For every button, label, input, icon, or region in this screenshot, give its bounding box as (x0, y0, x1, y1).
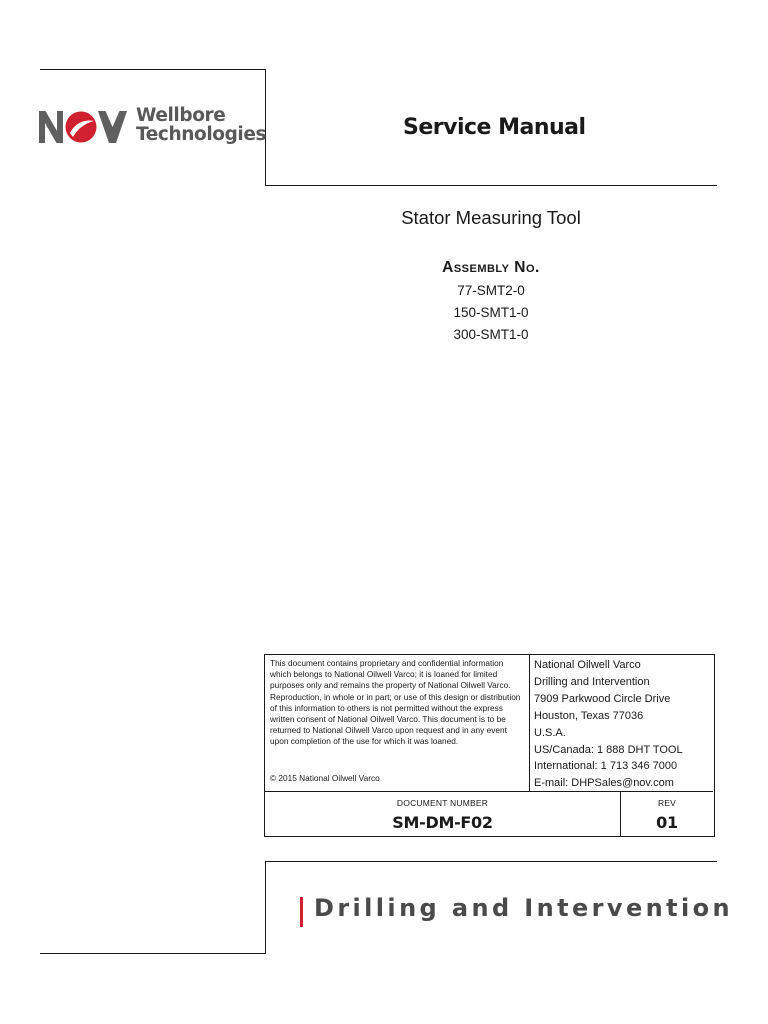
assembly-number: 77-SMT2-0 (457, 283, 525, 298)
nov-logo-mark-icon (38, 109, 130, 145)
footer-rule-top (265, 861, 717, 862)
address-line: E-mail: DHPSales@nov.com (534, 777, 674, 790)
address-line: US/Canada: 1 888 DHT TOOL (534, 743, 683, 756)
footer-rule-bottom (40, 953, 266, 954)
revision-cell (621, 792, 713, 836)
document-info-table (264, 654, 715, 837)
header-rule-top (40, 69, 266, 70)
revision-number: 01 (656, 813, 678, 832)
footer-division-title: Drilling and Intervention (314, 894, 733, 922)
legal-notice (265, 655, 530, 791)
revision-label: REV (657, 798, 677, 808)
legal-text: This document contains proprietary and confidential information which belongs to National Oilwell Varco; it is loaned for limited purposes only and remains the property of National Oilwell Varco. Reproduction, in whole or in part; or use of this design or distribution of this information to others is not permitted without the express written consent of National Oilwell Varco. This document is to be returned to National Oilwell Varco upon request and in any event upon completion of the use for which it was loaned. (270, 658, 521, 747)
logo-line-2: Technologies (136, 124, 267, 145)
address-line: U.S.A. (534, 726, 566, 739)
footer-accent-bar (300, 897, 303, 927)
address-line: 7909 Parkwood Circle Drive (534, 692, 671, 705)
address-line: Houston, Texas 77036 (534, 709, 644, 722)
address-line: Drilling and Intervention (534, 675, 650, 688)
document-number: SM-DM-F02 (392, 813, 493, 832)
document-subtitle: Stator Measuring Tool (401, 207, 581, 228)
logo-wordmark (136, 106, 266, 144)
address-line: National Oilwell Varco (534, 659, 641, 671)
assembly-label: Assembly No. (442, 259, 540, 276)
page-title: Service Manual (403, 115, 586, 140)
document-number-row (265, 791, 713, 836)
header-rule-bottom (265, 185, 717, 186)
assembly-section (266, 259, 716, 346)
assembly-number: 150-SMT1-0 (453, 305, 529, 320)
document-number-label: DOCUMENT NUMBER (396, 798, 489, 808)
company-address (530, 655, 713, 791)
assembly-number: 300-SMT1-0 (453, 327, 529, 342)
document-number-cell (265, 792, 621, 836)
address-line: International: 1 713 346 7000 (534, 760, 678, 773)
logo-line-1: Wellbore (136, 105, 226, 126)
footer-rule-vertical (265, 861, 266, 954)
nov-logo (38, 105, 267, 150)
copyright: © 2015 National Oilwell Varco (270, 773, 380, 783)
